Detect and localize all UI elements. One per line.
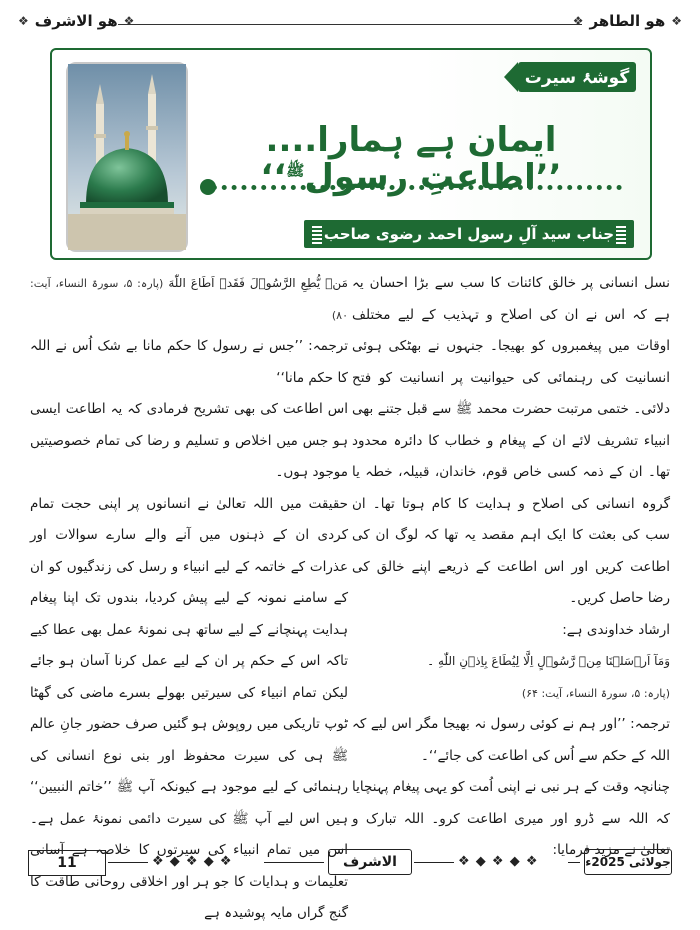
paragraph: نسل انسانی پر خالق کائنات کا سب سے بڑا احسان یہ ہے کہ اس نے ان کی اصلاح و تہذیب کے لیے مختلف اوقات میں پیغمبروں کو بھیجا۔ جنہوں نے بھٹکی ہوئی انسانیت کی رہنمائی کی حیوانیت پر انسانیت کو فتح دلائی۔ ختمی مرتبت حضرت محمد ﷺ سے قبل جتنے بھی انبیاء تشریف لائے ان کے پیغام و خطاب کا دائرہ محدود تھا۔ ان کے ذمہ کسی خاص قوم، خاندان، قبیلہ، خطہ یا گروہ انسانی کی اصلاح و ہدایت کا کام ہوتا تھا۔ ان سب کی بعثت کا ایک اہم مقصد یہ تھا کہ لوگ ان کی اطاعت کریں اور اس اطاعت کے ذریعے اپنے خالق کی رضا حاصل کریں۔ (352, 275, 670, 606)
ayah-text: مَنۡ يُّطِعِ الرَّسُوۡلَ فَقَدۡ اَطَاعَ اللّٰهَ (168, 276, 348, 290)
header-rule (118, 24, 582, 25)
section-tag-text: گوشۂ سیرت (524, 67, 630, 88)
quran-ayah: وَمَآ اَرۡسَلۡنَا مِنۡ رَّسُوۡلٍ اِلَّا لِیُطَاعَ بِاِذۡنِ اللّٰهِ ۔ (427, 654, 670, 668)
paragraph: ارشاد خداوندی ہے: (562, 621, 670, 638)
article-column-right (352, 268, 670, 858)
page-number (28, 850, 106, 876)
header-right-text: هو الطاهر (589, 12, 666, 30)
running-header (18, 12, 682, 38)
ornament-icon: ❖ (572, 14, 584, 28)
magazine-name-text: الاشرف (343, 854, 397, 870)
footer-rule (264, 862, 324, 863)
honorific-glyph: ﷺ (286, 162, 305, 181)
ayah-translation: ترجمہ: ’’جس نے رسول کا حکم مانا بے شک اُس نے اللہ کا حکم مانا‘‘ (30, 338, 348, 386)
ornament-icon: ❖ (123, 14, 135, 28)
footer-magazine-name (328, 849, 412, 875)
divider-ornament-icon (200, 179, 216, 195)
footer-rule (414, 862, 454, 863)
footer-rule (568, 862, 580, 863)
header-right-title (573, 12, 682, 30)
footer-ornament-right: ❖ ◆ ❖ ◆ ❖ (458, 854, 539, 869)
issue-date-text: جولائی 2025ء (585, 855, 671, 869)
quran-ayah (30, 268, 348, 331)
page-number-text: 11 (57, 855, 77, 871)
page-footer (28, 848, 672, 878)
ayah-reference: (پارہ: ۵، سورۃ النساء، آیت: ۸۰) (30, 277, 348, 322)
article-banner (50, 48, 652, 260)
article-title-text: ایمان ہے ہمارا.... ’’اطاعتِ رسول (265, 120, 562, 198)
paragraph: حقیقت میں اللہ تعالیٰ نے انسانوں پر اپنی حجت تمام کردی ان کے ذہنوں میں آنے والے سارے سوالات اور عذرات کے خاتمہ کے لیے انبیاء و رسل کی زندگیوں کو ان کے سامنے نمونہ کے لیے پیش کردیا، بندوں تک اپنا پیغام ہدایت پہنچانے کے لیے ساتھ ہی نمونۂ عمل بھی عطا کیے تاکہ اس کے حکم پر ان کے لیے عمل کرنا آسان ہو جائے لیکن تمام انبیاء کی سیرتیں بھولے بسرے ماضی کی گھٹا ٹوپ تاریکی میں روپوش ہو گئیں صرف حضور جانِ عالم ﷺ ہی کی سیرت محفوظ اور بنی نوع انسانی کی رہنمائی کے لیے موجود ہے کیونکہ آپ ﷺ ’’خاتم النبیین‘‘ ہیں اس لیے آپ ﷺ کی سیرت دائمی نمونۂ عمل ہے۔ اس میں تمام انبیاء کی سیرتوں کا خلاصہ ہے آسانی تعلیمات و ہدایات کا جو ہر اور اخلاقی روحانی طاقت کا گنج گراں مایہ پوشیدہ ہے (30, 495, 348, 921)
mosque-illustration (68, 64, 186, 250)
footer-issue-date (584, 849, 672, 875)
author-name: جناب سید آلِ رسول احمد رضوی صاحب (323, 225, 615, 243)
footer-ornament-left: ❖ ◆ ❖ ◆ ❖ (152, 854, 233, 869)
paragraph: چنانچہ وقت کے ہر نبی نے اپنی اُمت کو یہی پیغام پہنچایا کہ اللہ سے ڈرو اور میری اطاعت کرو۔ اللہ تبارک و تعالیٰ نے مزید فرمایا: (352, 779, 670, 858)
header-left-title (18, 12, 134, 30)
ornament-icon: ❖ (18, 14, 29, 28)
paragraph: اس اطاعت کی بھی تشریح فرمادی کہ یہ اطاعت ایسی ہو جس میں اخلاص و تسلیم و رضا کی تمام خصوصیتیں موجود ہوں۔ (30, 401, 348, 480)
ayah-reference: (پارہ: ۵، سورۃ النساء، آیت: ۶۴) (521, 686, 670, 700)
header-left-text: هو الاشرف (34, 12, 118, 30)
dotted-divider (202, 185, 622, 190)
footer-rule (108, 862, 148, 863)
article-title-close: ‘‘ (260, 157, 287, 198)
section-tag (518, 62, 636, 92)
ayah-translation: ترجمہ: ’’اور ہم نے کوئی رسول نہ بھیجا مگر اس لیے کہ اللہ کے حکم سے اُس کی اطاعت کی جائے‘‘۔ (352, 716, 670, 764)
ornament-icon: ❖ (671, 14, 682, 28)
green-dome-mosque-photo (66, 62, 188, 252)
author-byline (304, 220, 634, 248)
